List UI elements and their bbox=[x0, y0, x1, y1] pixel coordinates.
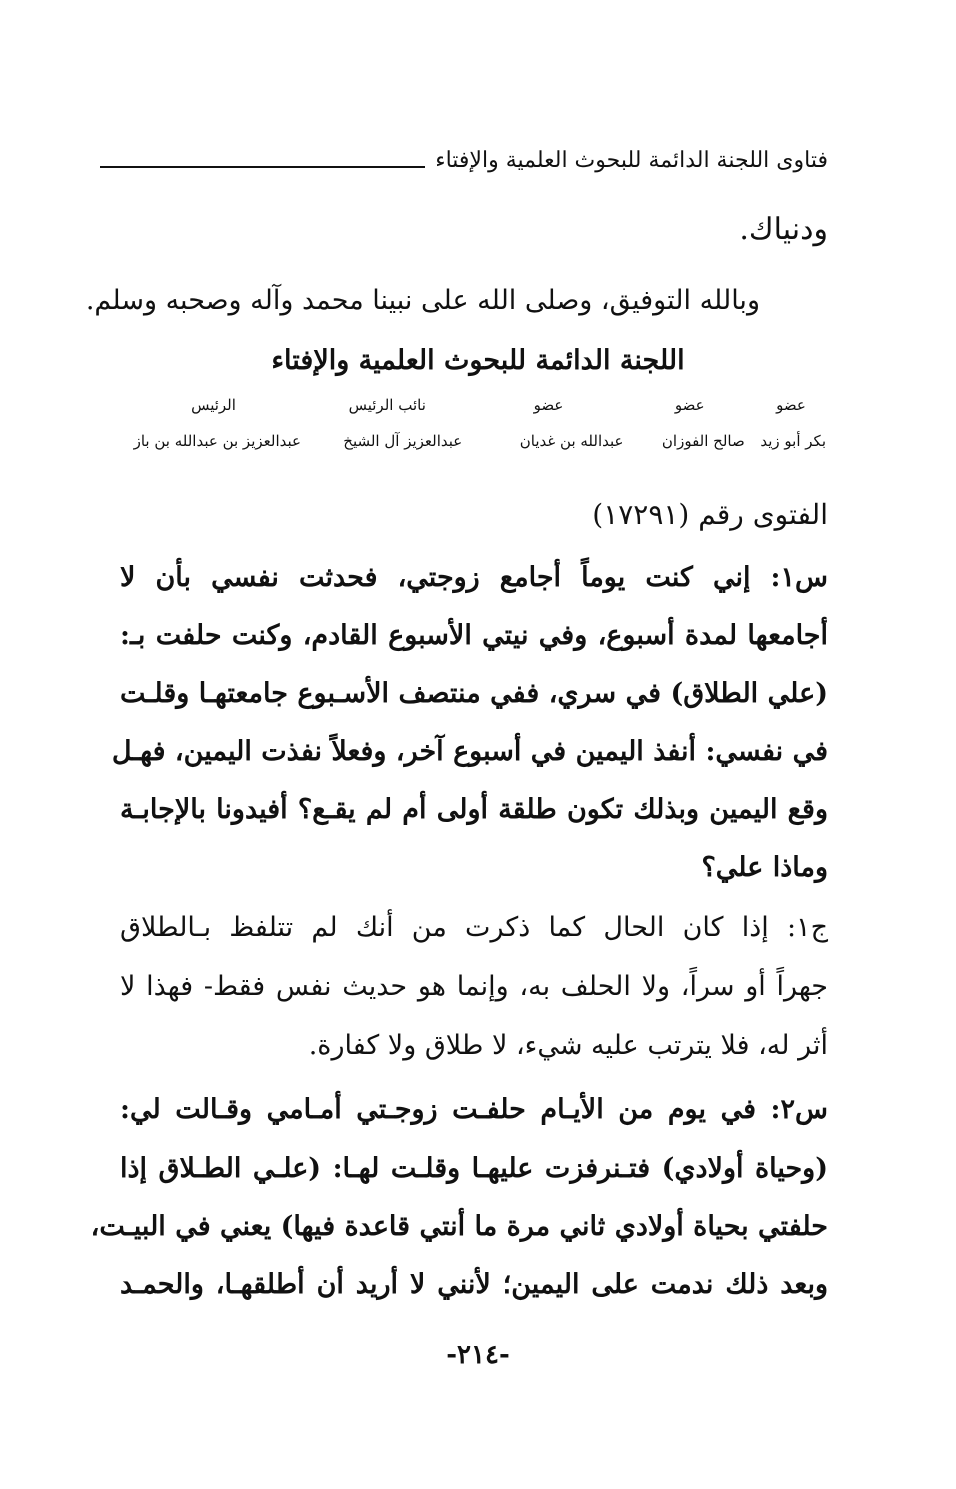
role-1: عضو bbox=[776, 396, 806, 414]
intro-line-2: وبالله التوفيق، وصلى الله على نبينا محمد وآله وصحبه وسلم. bbox=[85, 285, 760, 316]
question-1-line-4: في نفسي: أنفذ اليمين في أسبوع آخر، وفعلاً نفذت اليمين، فهـل bbox=[111, 736, 828, 767]
signature-roles bbox=[126, 396, 826, 414]
question-1-line-2: أجامعها لمدة أسبوع، وفي نيتي الأسبوع القادم، وكنت حلفت بـ: bbox=[120, 620, 828, 651]
running-header bbox=[100, 140, 828, 180]
header-rule bbox=[100, 166, 425, 168]
question-2-line-4: وبعد ذلك ندمت على اليمين؛ لأنني لا أريد أن أطلقهـا، والحمـد bbox=[120, 1269, 828, 1300]
name-2: صالح الفوزان bbox=[661, 432, 745, 450]
question-2-line-3: حلفتي بحياة أولادي ثاني مرة ما أنتي قاعدة فيها) يعني في البيـت، bbox=[90, 1211, 828, 1242]
name-3: عبدالله بن غديان bbox=[519, 432, 624, 450]
role-4: نائب الرئيس bbox=[348, 396, 426, 414]
signature-names bbox=[126, 432, 826, 450]
fatwa-number: الفتوى رقم (١٧٢٩١) bbox=[592, 498, 828, 531]
question-1-line-6: وماذا علي؟ bbox=[701, 852, 828, 883]
question-1-line-3: (علي الطلاق) في سري، ففي منتصف الأسـبوع جامعتهـا وقلـت bbox=[120, 678, 828, 709]
answer-1-line-3: أثر له، فلا يترتب عليه شيء، لا طلاق ولا كفارة. bbox=[308, 1030, 828, 1061]
role-5: الرئيس bbox=[191, 396, 236, 414]
question-2-line-2: (وحياة أولادي) فتـنرفزت عليهـا وقلـت لهـا: (علـي الطـلاق إذا bbox=[120, 1153, 828, 1184]
name-1: بكر أبو زيد bbox=[760, 432, 826, 450]
question-2-line-1: س٢: في يوم من الأيـام حلفـت زوجـتي أمـامي وقـالت لي: bbox=[120, 1094, 828, 1125]
role-2: عضو bbox=[674, 396, 705, 414]
role-3: عضو bbox=[533, 396, 564, 414]
answer-1-line-1: ج١: إذا كان الحال كما ذكرت من أنك لم تتلفظ بـالطلاق bbox=[120, 912, 828, 943]
answer-1-line-2: جهراً أو سراً، ولا الحلف به، وإنما هو حديث نفس فقط- فهذا لا bbox=[120, 971, 828, 1002]
question-1-line-1: س١: إني كنت يوماً أجامع زوجتي، فحدثت نفسي بأن لا bbox=[120, 562, 828, 593]
question-1-line-5: وقع اليمين وبذلك تكون طلقة أولى أم لم يقـع؟ أفيدونا بالإجابـة bbox=[120, 794, 828, 825]
name-4: عبدالعزيز آل الشيخ bbox=[343, 432, 463, 450]
running-title: فتاوى اللجنة الدائمة للبحوث العلمية والإفتاء bbox=[435, 147, 828, 173]
page-number: -٢١٤- bbox=[446, 1340, 510, 1370]
name-5: عبدالعزيز بن عبدالله بن باز bbox=[133, 432, 301, 450]
committee-title: اللجنة الدائمة للبحوث العلمية والإفتاء bbox=[271, 345, 685, 376]
intro-line-1: ودنياك. bbox=[739, 212, 828, 247]
